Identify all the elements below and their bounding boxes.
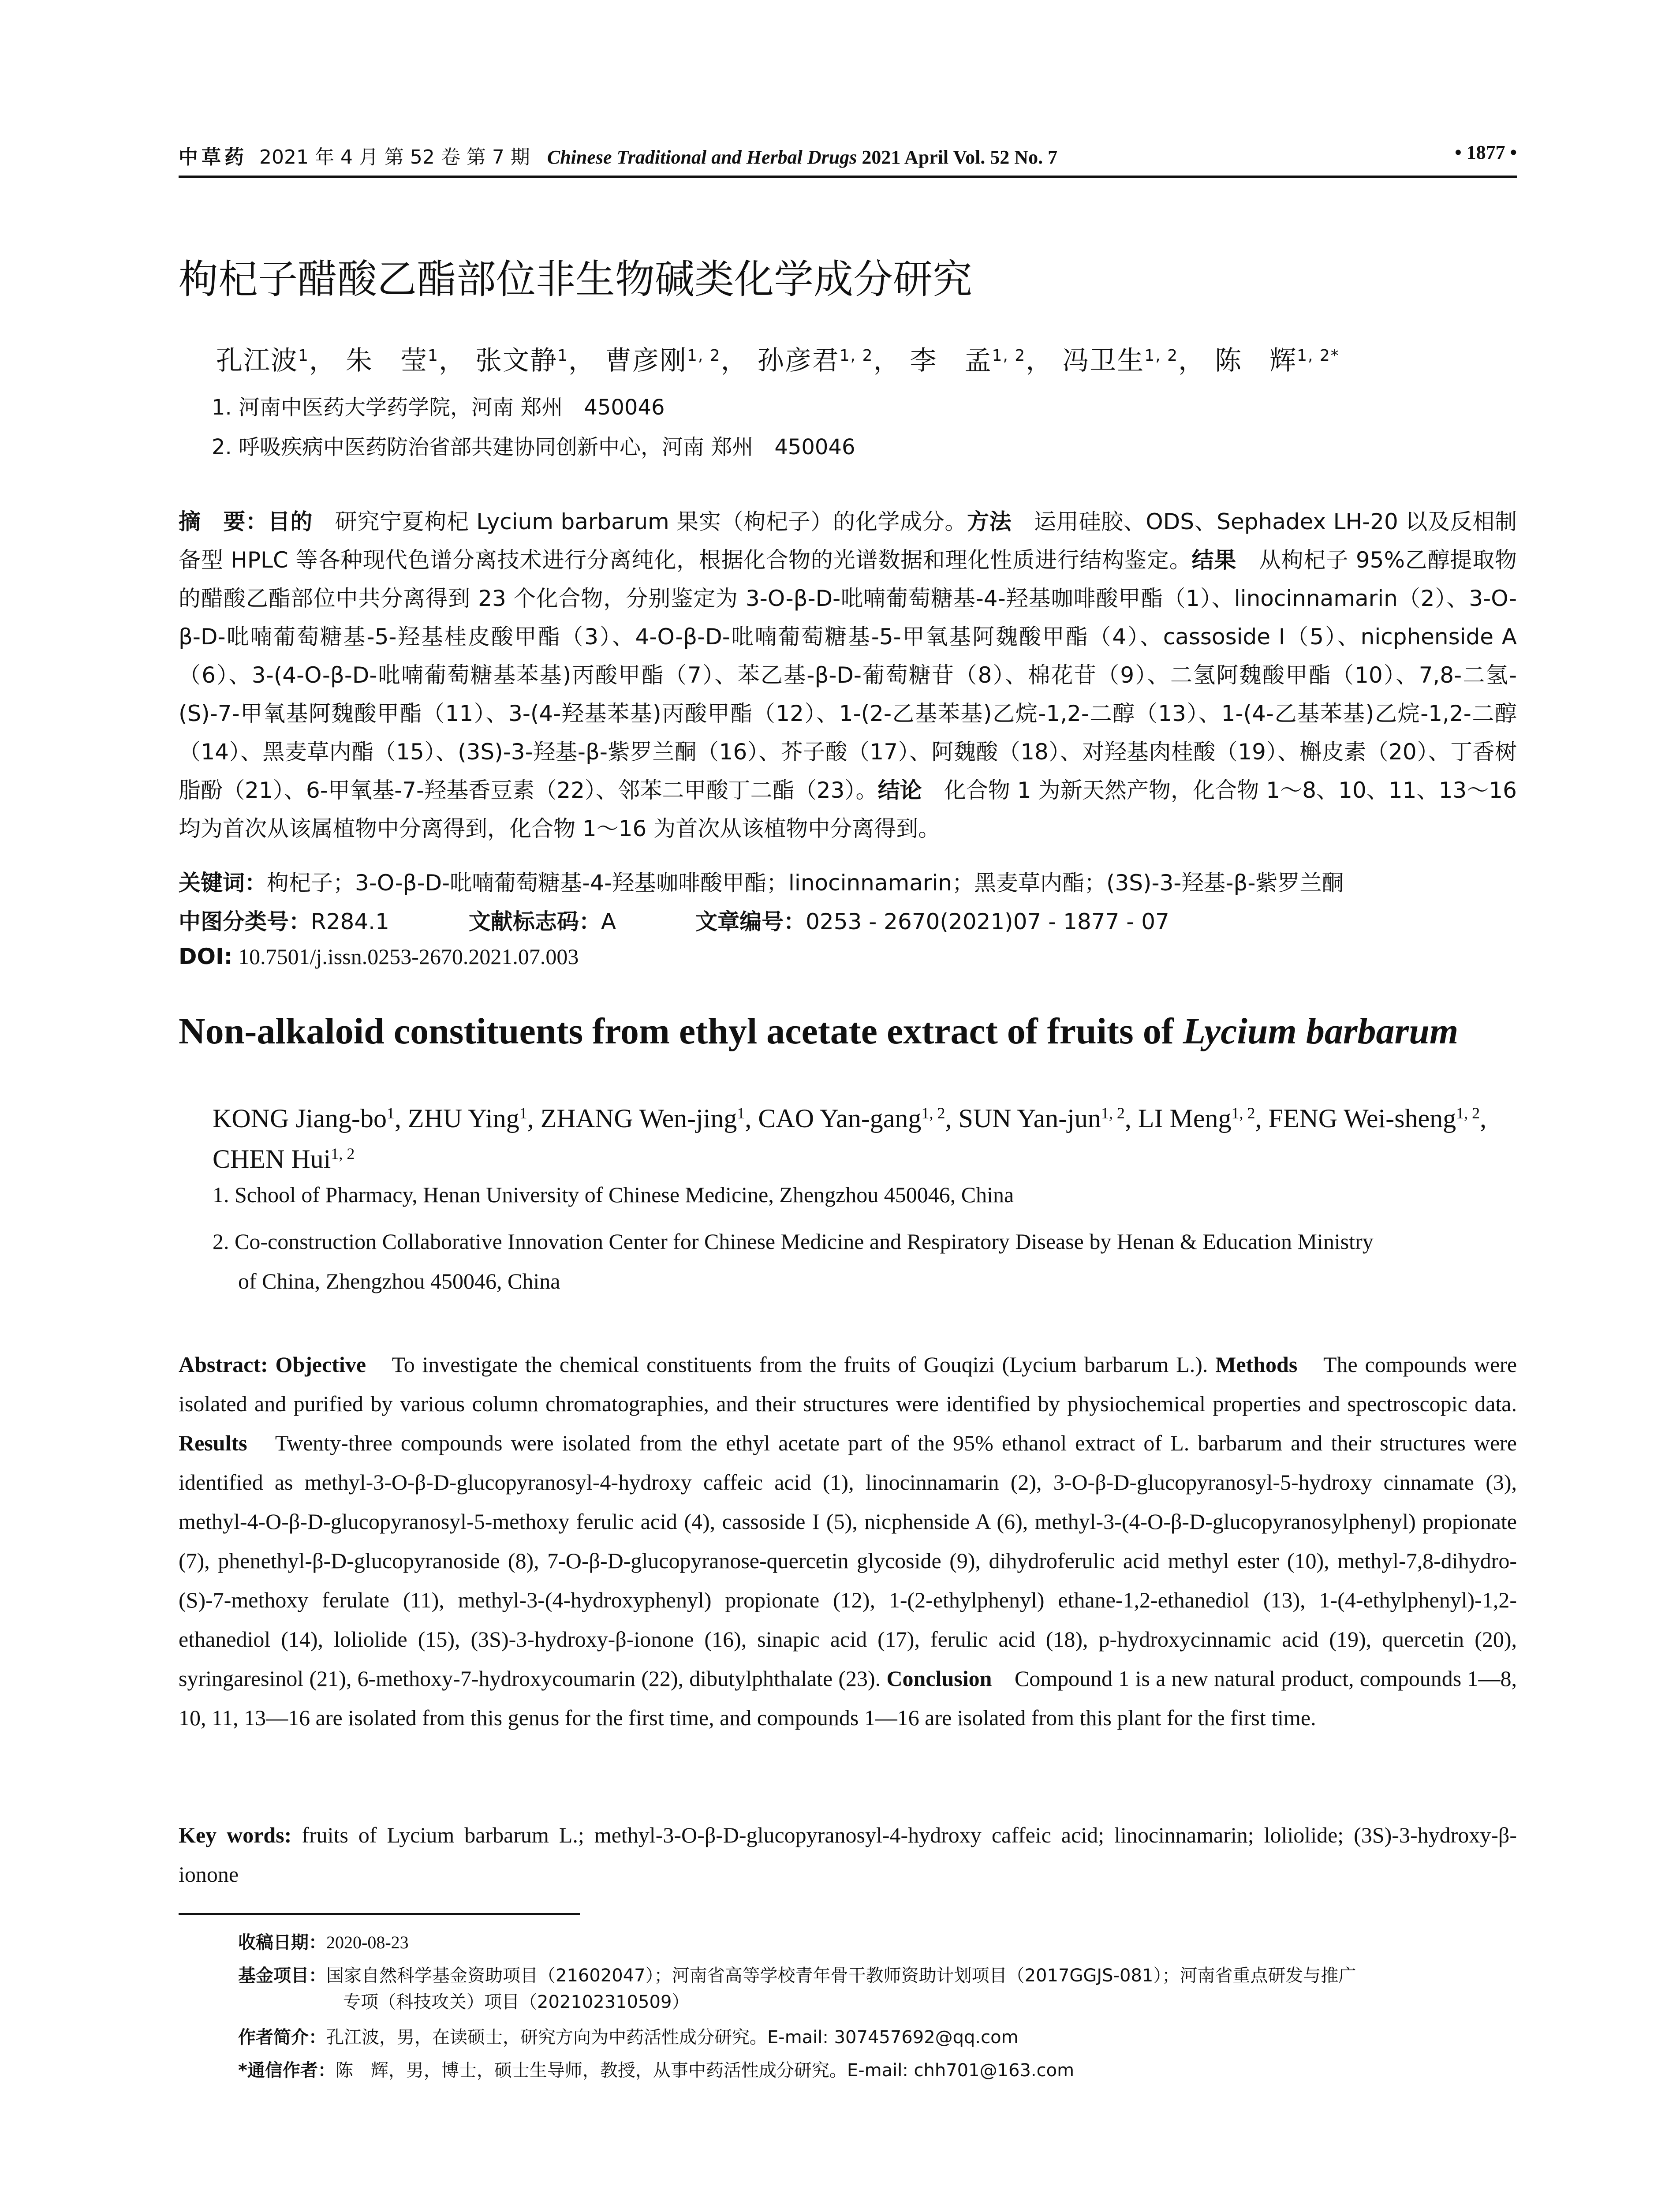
received-label: 收稿日期： — [238, 1932, 326, 1953]
journal-name-en: Chinese Traditional and Herbal Drugs — [547, 146, 857, 168]
abstract-label: 摘 要： — [179, 509, 268, 534]
title-cn: 枸杞子醋酸乙酯部位非生物碱类化学成分研究 — [179, 256, 972, 303]
funding-line-2: 专项（科技攻关）项目（202102310509） — [343, 1992, 690, 2012]
author-bio-label: 作者简介： — [238, 2027, 326, 2048]
journal-name-cn: 中草药 — [179, 146, 247, 168]
conclusion-en-text: Compound 1 is a new natural product, compounds 1—8, 10, 11, 13—16 are isolated from this genus for the first time, and compounds 1—16 are isolated from this plant for the first time. — [179, 1666, 1517, 1730]
affiliation-cn-1: 1. 河南中医药大学药学院，河南 郑州 450046 — [212, 395, 665, 420]
author-en: FENG Wei-sheng — [1268, 1104, 1456, 1133]
footnote-received-date — [238, 1929, 1517, 1956]
corresponding-label: *通信作者： — [238, 2060, 336, 2081]
doi-value[interactable]: 10.7501/j.issn.0253-2670.2021.07.003 — [232, 944, 579, 969]
affiliation-en-2-line2: of China, Zhengzhou 450046, China — [238, 1269, 560, 1293]
author-cn: 孔江波 — [216, 345, 298, 376]
author-en: CHEN Hui — [213, 1144, 331, 1174]
header-divider — [179, 176, 1517, 178]
methods-text: 运用硅胶、ODS、Sephadex LH-20 以及反相制备型 HPLC 等各种现代色谱分离技术进行分离纯化，根据化合物的光谱数据和理化性质进行结构鉴定。 — [179, 509, 1517, 573]
footnote-corresponding — [238, 2057, 1517, 2084]
received-value: 2020-08-23 — [326, 1932, 409, 1952]
author-cn: 冯卫生 — [1062, 345, 1145, 376]
authors-en: KONG Jiang-$bo^1$, ZHU Ying$^1$, ZHANG Wen-jing$^1$, CAO Yan-gang$^{1, 2}$, SUN Yan-jun$^{1, 2}$, LI Meng$^{1, 2}$, FENG Wei-sheng$^{1, 2}$, CHEN Hui$^{1, 2}$ — [213, 1104, 1487, 1174]
doc-code-label: 文献标志码： — [468, 909, 601, 934]
issue-date-cn: 2021 年 4 月 第 52 卷 第 7 期 — [259, 146, 530, 168]
abstract-en-label: Abstract: — [179, 1352, 268, 1377]
affiliation-en-2 — [213, 1222, 1517, 1301]
keywords-en-label: Key words: — [179, 1823, 292, 1847]
title-en-main: Non-alkaloid constituents from ethyl acetate extract of fruits of — [179, 1011, 1183, 1052]
author-cn: 曹彦刚 — [605, 345, 687, 376]
author-cn: 孙彦君 — [757, 345, 840, 376]
footnote-author-bio — [238, 2024, 1517, 2051]
results-en-label: Results — [179, 1431, 247, 1455]
footnote-divider — [179, 1913, 580, 1915]
running-header — [179, 141, 1517, 172]
conclusion-en-label: Conclusion — [886, 1666, 992, 1691]
title-en — [179, 1010, 1458, 1053]
abstract-cn — [179, 503, 1517, 848]
corresponding-text: 陈 辉，男，博士，硕士生导师，教授，从事中药活性成分研究。E-mail: chh701@163.com — [335, 2060, 1075, 2081]
keywords-en — [179, 1816, 1517, 1894]
author-en: SUN Yan-jun — [958, 1104, 1101, 1133]
funding-label: 基金项目： — [238, 1966, 326, 1986]
author-en: KONG Jiang-bo — [213, 1104, 387, 1133]
author-cn: 张文静 — [475, 345, 557, 376]
methods-label: 方法 — [967, 509, 1012, 534]
author-en: CAO Yan-gang — [758, 1104, 922, 1133]
keywords-en-text: fruits of Lycium barbarum L.; methyl-3-O-β-D-glucopyranosyl-4-hydroxy caffeic acid; linocinnamarin; loliolide; (3S)-3-hydroxy-β-ionone — [179, 1823, 1517, 1887]
results-en-text: Twenty-three compounds were isolated from the ethyl acetate part of the 95% ethanol extract of L. barbarum and their structures were identified as methyl-3-O-β-D-glucopyranosyl-4-hydroxy caffeic acid (1), linocinnamarin (2), 3-O-β-D-glucopyranosyl-5-hydroxy cinnamate (3), methyl-4-O-β-D-glucopyranosyl-5-methoxy ferulic acid (4), cassoside I (5), nicphenside A (6), methyl-3-(4-O-β-D-glucopyranosylphenyl) propionate (7), phenethyl-β-D-glucopyranoside (8), 7-O-β-D-glucopyranose-quercetin glycoside (9), dihydroferulic acid methyl ester (10), methyl-7,8-dihydro-(S)-7-methoxy ferulate (11), methyl-3-(4-hydroxyphenyl) propionate (12), 1-(2-ethylphenyl) ethane-1,2-ethanediol (13), 1-(4-ethylphenyl)-1,2-ethanediol (14), loliolide (15), (3S)-3-hydroxy-β-ionone (16), sinapic acid (17), ferulic acid (18), p-hydroxycinnamic acid (19), quercetin (20), syringaresinol (21), 6-methoxy-7-hydroxycoumarin (22), dibutylphthalate (23). — [179, 1431, 1517, 1691]
affiliation-en-2-line1: 2. Co-construction Collaborative Innovation Center for Chinese Medicine and Respiratory Disease by Henan & Education Ministry — [213, 1229, 1374, 1254]
methods-en-label: Methods — [1215, 1352, 1298, 1377]
affiliation-cn-2: 2. 呼吸疾病中医药防治省部共建协同创新中心，河南 郑州 450046 — [212, 435, 855, 460]
conclusion-text: 化合物 1 为新天然产物，化合物 1～8、10、11、13～16 均为首次从该属植物中分离得到，化合物 1～16 为首次从该植物中分离得到。 — [179, 777, 1517, 841]
objective-en-text: To investigate the chemical constituents from the fruits of Gouqizi (Lycium barbarum L.). — [366, 1352, 1208, 1377]
keywords-cn — [179, 865, 1344, 897]
class-label: 中图分类号： — [179, 909, 311, 934]
objective-en-label: Objective — [275, 1352, 366, 1377]
objective-text: 研究宁夏枸杞 Lycium barbarum 果实（枸杞子）的化学成分。 — [313, 509, 967, 534]
title-en-species: Lycium barbarum — [1183, 1011, 1459, 1052]
doc-code-value: A — [601, 909, 616, 934]
author-en: ZHU Ying — [407, 1104, 519, 1133]
conclusion-label: 结论 — [877, 777, 922, 803]
keywords-label: 关键词： — [179, 870, 267, 896]
classification-line — [179, 904, 1169, 936]
authors-cn: 孔江波$^1$， 朱 莹$^1$， 张文静$^1$， 曹彦刚$^{1, 2}$， 孙彦君$^{1, 2}$， 李 孟$^{1, 2}$， 冯卫生$^{1, 2}$， 陈 辉$^{1, 2*}$ — [216, 345, 1340, 376]
author-en: LI Meng — [1138, 1104, 1232, 1133]
issue-date-en: 2021 April Vol. 52 No. 7 — [862, 146, 1058, 168]
article-number-value: 0253 - 2670(2021)07 - 1877 - 07 — [806, 909, 1169, 934]
page-number: • 1877 • — [1455, 142, 1517, 163]
doi-label: DOI: — [179, 944, 233, 969]
results-label: 结果 — [1191, 547, 1237, 573]
article-number-label: 文章编号： — [695, 909, 806, 934]
doi-line — [179, 944, 579, 969]
author-cn: 陈 辉 — [1215, 345, 1297, 376]
footnote-funding — [238, 1962, 1517, 2015]
funding-line-1: 国家自然科学基金资助项目（21602047）；河南省高等学校青年骨干教师资助计划项目（2017GGJS-081）；河南省重点研发与推广 — [326, 1966, 1356, 1986]
author-bio-text: 孔江波，男，在读硕士，研究方向为中药活性成分研究。E-mail: 307457692@qq.com — [326, 2027, 1019, 2048]
methods-en-text: The compounds were isolated and purified by various column chromatographies, and their structures were identified by physiochemical properties and spectroscopic data. — [179, 1352, 1517, 1416]
objective-label: 目的 — [268, 509, 313, 534]
affiliation-en-1: 1. School of Pharmacy, Henan University of Chinese Medicine, Zhengzhou 450046, China — [213, 1182, 1014, 1207]
results-text: 从枸杞子 95%乙醇提取物的醋酸乙酯部位中共分离得到 23 个化合物，分别鉴定为 3-O-β-D-吡喃葡萄糖基-4-羟基咖啡酸甲酯（1）、linocinnamarin（2）、3-O-β-D-吡喃葡萄糖基-5-羟基桂皮酸甲酯（3）、4-O-β-D-吡喃葡萄糖基-5-甲氧基阿魏酸甲酯（4）、cassoside I（5）、nicphenside A（6）、3-(4-O-β-D-吡喃葡萄糖基苯基)丙酸甲酯（7）、苯乙基-β-D-葡萄糖苷（8）、棉花苷（9）、二氢阿魏酸甲酯（10）、7,8-二氢-(S)-7-甲氧基阿魏酸甲酯（11）、3-(4-羟基苯基)丙酸甲酯（12）、1-(2-乙基苯基)乙烷-1,2-二醇（13）、1-(4-乙基苯基)乙烷-1,2-二醇（14）、黑麦草内酯（15）、(3S)-3-羟基-β-紫罗兰酮（16）、芥子酸（17）、阿魏酸（18）、对羟基肉桂酸（19）、槲皮素（20）、丁香树脂酚（21）、6-甲氧基-7-羟基香豆素（22）、邻苯二甲酸丁二酯（23）。 — [179, 547, 1517, 803]
author-cn: 朱 莹 — [345, 345, 428, 376]
author-en: ZHANG Wen-jing — [540, 1104, 737, 1133]
abstract-en — [179, 1345, 1517, 1738]
author-cn: 李 孟 — [910, 345, 992, 376]
keywords-text: 枸杞子；3-O-β-D-吡喃葡萄糖基-4-羟基咖啡酸甲酯；linocinnamarin；黑麦草内酯；(3S)-3-羟基-β-紫罗兰酮 — [267, 870, 1344, 896]
class-value: R284.1 — [311, 909, 389, 934]
